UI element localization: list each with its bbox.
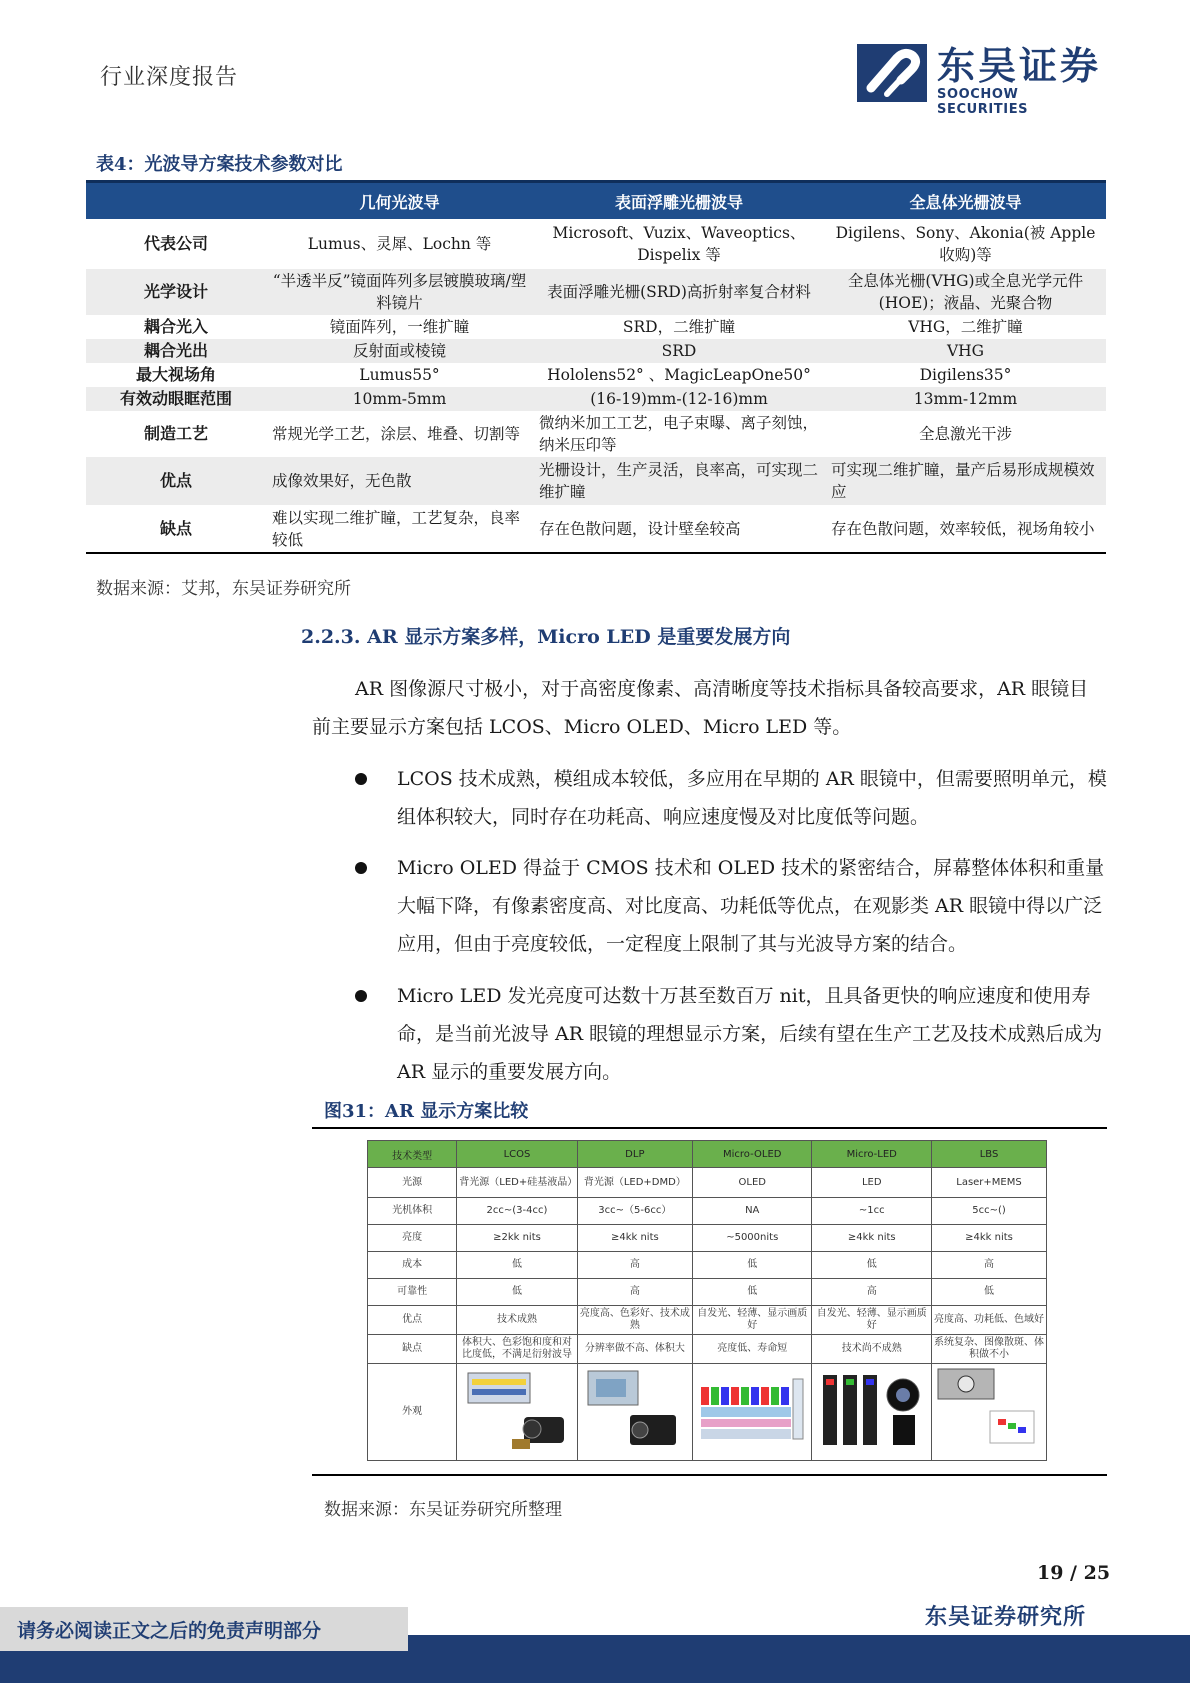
- column-header: Micro-LED: [812, 1141, 932, 1168]
- table-cell: 高: [577, 1252, 692, 1279]
- waveguide-comparison-table: [86, 180, 1106, 554]
- bullet-dot-icon: [355, 773, 367, 785]
- table-cell: 低: [457, 1279, 577, 1306]
- table-cell: 低: [693, 1252, 812, 1279]
- table-row: [86, 411, 1106, 457]
- table-row: [368, 1252, 1047, 1279]
- row-header: 外观: [368, 1364, 457, 1461]
- row-header: 最大视场角: [135, 365, 216, 384]
- row-header: 耦合光出: [86, 339, 266, 363]
- table-cell: 体积大、色彩饱和度和对比度低，不满足衍射波导: [457, 1335, 577, 1364]
- row-header: 缺点: [368, 1335, 457, 1364]
- table-row: [86, 363, 1106, 387]
- table-row: [86, 269, 1106, 315]
- brand-logo: [857, 44, 1102, 117]
- table-cell: 5cc~(): [932, 1198, 1047, 1225]
- table-row: [86, 387, 1106, 411]
- table-cell: 3cc~（5-6cc）: [577, 1198, 692, 1225]
- table-cell: ~1cc: [812, 1198, 932, 1225]
- micro-led-icon: [817, 1365, 927, 1455]
- section-heading: 2.2.3. AR 显示方案多样，Micro LED 是重要发展方向: [301, 626, 791, 648]
- table-cell: VHG，二维扩瞳: [908, 318, 1023, 336]
- figure-bottom-rule: [312, 1474, 1107, 1476]
- table-row: [86, 219, 1106, 269]
- table-cell: ≥4kk nits: [932, 1225, 1047, 1252]
- table-cell: OLED: [693, 1168, 812, 1198]
- footer-org: 东吴证券研究所: [925, 1604, 1087, 1630]
- table-cell: 分辨率做不高、体积大: [577, 1335, 692, 1364]
- table-cell: Lumus、灵犀、Lochn 等: [307, 235, 492, 253]
- table-cell: ≥4kk nits: [577, 1225, 692, 1252]
- lbs-module-icon: [934, 1365, 1044, 1455]
- column-header: 几何光波导: [266, 182, 533, 220]
- table-cell: 背光源（LED+硅基液晶）: [457, 1168, 577, 1198]
- brand-mark-icon: [857, 44, 927, 102]
- row-header: 代表公司: [143, 234, 208, 253]
- table-title: 表4：光波导方案技术参数对比: [96, 154, 343, 175]
- table-cell: “半透半反”镜面阵列多层镀膜玻璃/塑料镜片: [266, 269, 533, 315]
- figure-top-rule: [312, 1127, 1107, 1129]
- ar-display-comparison-table: [367, 1140, 1047, 1461]
- table-cell: 存在色散问题，效率较低，视场角较小: [825, 505, 1106, 553]
- row-header: 制造工艺: [143, 424, 208, 443]
- table-cell: ≥2kk nits: [457, 1225, 577, 1252]
- table-cell: Microsoft、Vuzix、Waveoptics、Dispelix 等: [552, 224, 806, 264]
- lbs-module-image: [932, 1364, 1047, 1461]
- table-cell: 低: [457, 1252, 577, 1279]
- table-cell: 难以实现二维扩瞳，工艺复杂，良率较低: [266, 505, 533, 553]
- column-header: 技术类型: [368, 1141, 457, 1168]
- brand-name-en: SOOCHOW SECURITIES: [937, 87, 1029, 117]
- micro-oled-icon: [697, 1365, 807, 1455]
- row-header: 亮度: [368, 1225, 457, 1252]
- page-number: 19 / 25: [1037, 1562, 1111, 1584]
- report-category: 行业深度报告: [100, 65, 239, 90]
- table-cell: Hololens52° 、MagicLeapOne50°: [547, 366, 811, 384]
- column-header: LBS: [932, 1141, 1047, 1168]
- bullet-dot-icon: [355, 862, 367, 874]
- table-cell: 自发光、轻薄、显示画质好: [693, 1306, 812, 1335]
- column-header: DLP: [577, 1141, 692, 1168]
- table-cell: SRD，二维扩瞳: [622, 318, 736, 336]
- table-row: [368, 1306, 1047, 1335]
- table-row: [86, 315, 1106, 339]
- table-cell: 亮度低、寿命短: [693, 1335, 812, 1364]
- table-cell: 亮度高、色彩好、技术成熟: [577, 1306, 692, 1335]
- column-header: [86, 182, 266, 220]
- row-header: 光学设计: [86, 269, 266, 315]
- lcos-module-image: [457, 1364, 577, 1461]
- table-cell: 全息激光干涉: [918, 425, 1012, 443]
- table-cell: LED: [812, 1168, 932, 1198]
- table-cell: 自发光、轻薄、显示画质好: [812, 1306, 932, 1335]
- column-header: Micro-OLED: [693, 1141, 812, 1168]
- table-cell: ≥4kk nits: [812, 1225, 932, 1252]
- table-row: [86, 339, 1106, 363]
- table-cell: 表面浮雕光栅(SRD)高折射率复合材料: [533, 269, 825, 315]
- row-header: 有效动眼眶范围: [86, 387, 266, 411]
- table-cell: 全息体光栅(VHG)或全息光学元件(HOE)；液晶、光聚合物: [825, 269, 1106, 315]
- table-cell: 低: [932, 1279, 1047, 1306]
- table-cell: 2cc~(3-4cc): [457, 1198, 577, 1225]
- table-cell: ~5000nits: [693, 1225, 812, 1252]
- table-row: [86, 505, 1106, 553]
- table-cell: VHG: [825, 339, 1106, 363]
- column-header: 表面浮雕光栅波导: [533, 182, 825, 220]
- disclaimer-text: 请务必阅读正文之后的免责声明部分: [17, 1620, 322, 1642]
- column-header: LCOS: [457, 1141, 577, 1168]
- dlp-module-image: [577, 1364, 692, 1461]
- table-cell: 成像效果好，无色散: [266, 457, 533, 505]
- row-header: 光机体积: [368, 1198, 457, 1225]
- disclaimer-banner: [0, 1607, 408, 1651]
- table-cell: 13mm-12mm: [825, 387, 1106, 411]
- table-cell: 反射面或棱镜: [266, 339, 533, 363]
- table-cell: SRD: [533, 339, 825, 363]
- micro-led-image: [812, 1364, 932, 1461]
- table-cell: 高: [932, 1252, 1047, 1279]
- table-cell: (16-19)mm-(12-16)mm: [533, 387, 825, 411]
- table-row: [368, 1335, 1047, 1364]
- row-header: 成本: [368, 1252, 457, 1279]
- appearance-row: [368, 1364, 1047, 1461]
- table-row: [86, 457, 1106, 505]
- row-header: 光源: [368, 1168, 457, 1198]
- table-cell: 可实现二维扩瞳，量产后易形成规模效应: [825, 457, 1106, 505]
- table-cell: 存在色散问题，设计壁垒较高: [533, 505, 825, 553]
- row-header: 缺点: [86, 505, 266, 553]
- micro-oled-image: [693, 1364, 812, 1461]
- table-cell: 微纳米加工工艺，电子束曝、离子刻蚀，纳米压印等: [539, 414, 819, 454]
- bullet-text: LCOS 技术成熟，模组成本较低，多应用在早期的 AR 眼镜中，但需要照明单元，模组体积较大，同时存在功耗高、响应速度慢及对比度低等问题。: [397, 768, 1107, 828]
- table-cell: Digilens、Sony、Akonia(被 Apple 收购)等: [835, 224, 1096, 264]
- table-cell: 背光源（LED+DMD）: [577, 1168, 692, 1198]
- figure-title: 图31：AR 显示方案比较: [324, 1101, 529, 1122]
- dlp-module-icon: [582, 1365, 687, 1455]
- column-header: 全息体光栅波导: [825, 182, 1106, 220]
- bullet-text: Micro LED 发光亮度可达数十万甚至数百万 nit，且具备更快的响应速度和使用寿命，是当前光波导 AR 眼镜的理想显示方案，后续有望在生产工艺及技术成熟后成为 AR 显示的重要发展方向。: [397, 985, 1103, 1083]
- table-cell: 高: [577, 1279, 692, 1306]
- table-row: [368, 1168, 1047, 1198]
- intro-paragraph: AR 图像源尺寸极小，对于高密度像素、高清晰度等技术指标具备较高要求，AR 眼镜目前主要显示方案包括 LCOS、Micro OLED、Micro LED 等。: [312, 678, 1089, 738]
- table-source: 数据来源：艾邦，东吴证券研究所: [96, 579, 351, 599]
- table-cell: 镜面阵列，一维扩瞳: [329, 318, 470, 336]
- figure-source: 数据来源：东吴证券研究所整理: [324, 1500, 562, 1520]
- table-cell: 低: [693, 1279, 812, 1306]
- table-row: [368, 1279, 1047, 1306]
- bullet-text: Micro OLED 得益于 CMOS 技术和 OLED 技术的紧密结合，屏幕整体体积和重量大幅下降，有像素密度高、对比度高、功耗低等优点，在观影类 AR 眼镜中得以广泛应用，但由于亮度较低，一定程度上限制了其与光波导方案的结合。: [397, 857, 1105, 955]
- row-header: 优点: [86, 457, 266, 505]
- table-cell: 技术尚不成熟: [812, 1335, 932, 1364]
- table-cell: 光栅设计，生产灵活，良率高，可实现二维扩瞳: [533, 457, 825, 505]
- table-cell: Lumus55°: [359, 366, 440, 384]
- lcos-module-icon: [462, 1365, 572, 1455]
- table-header-row: [368, 1141, 1047, 1168]
- table-row: [368, 1198, 1047, 1225]
- table-cell: NA: [693, 1198, 812, 1225]
- table-cell: 10mm-5mm: [266, 387, 533, 411]
- table-cell: 系统复杂、图像散斑、体积做不小: [932, 1335, 1047, 1364]
- bullet-dot-icon: [355, 990, 367, 1002]
- table-cell: 常规光学工艺，涂层、堆叠、切割等: [272, 425, 521, 443]
- table-row: [368, 1225, 1047, 1252]
- brand-name-cn: 东吴证券: [937, 44, 1102, 88]
- row-header: 可靠性: [368, 1279, 457, 1306]
- table-cell: Digilens35°: [919, 366, 1012, 384]
- table-cell: 技术成熟: [457, 1306, 577, 1335]
- table-cell: 低: [812, 1252, 932, 1279]
- row-header: 优点: [368, 1306, 457, 1335]
- table-cell: 亮度高、功耗低、色域好: [932, 1306, 1047, 1335]
- row-header: 耦合光入: [143, 317, 208, 336]
- table-cell: 高: [812, 1279, 932, 1306]
- table-cell: Laser+MEMS: [932, 1168, 1047, 1198]
- table-header-row: [86, 182, 1106, 220]
